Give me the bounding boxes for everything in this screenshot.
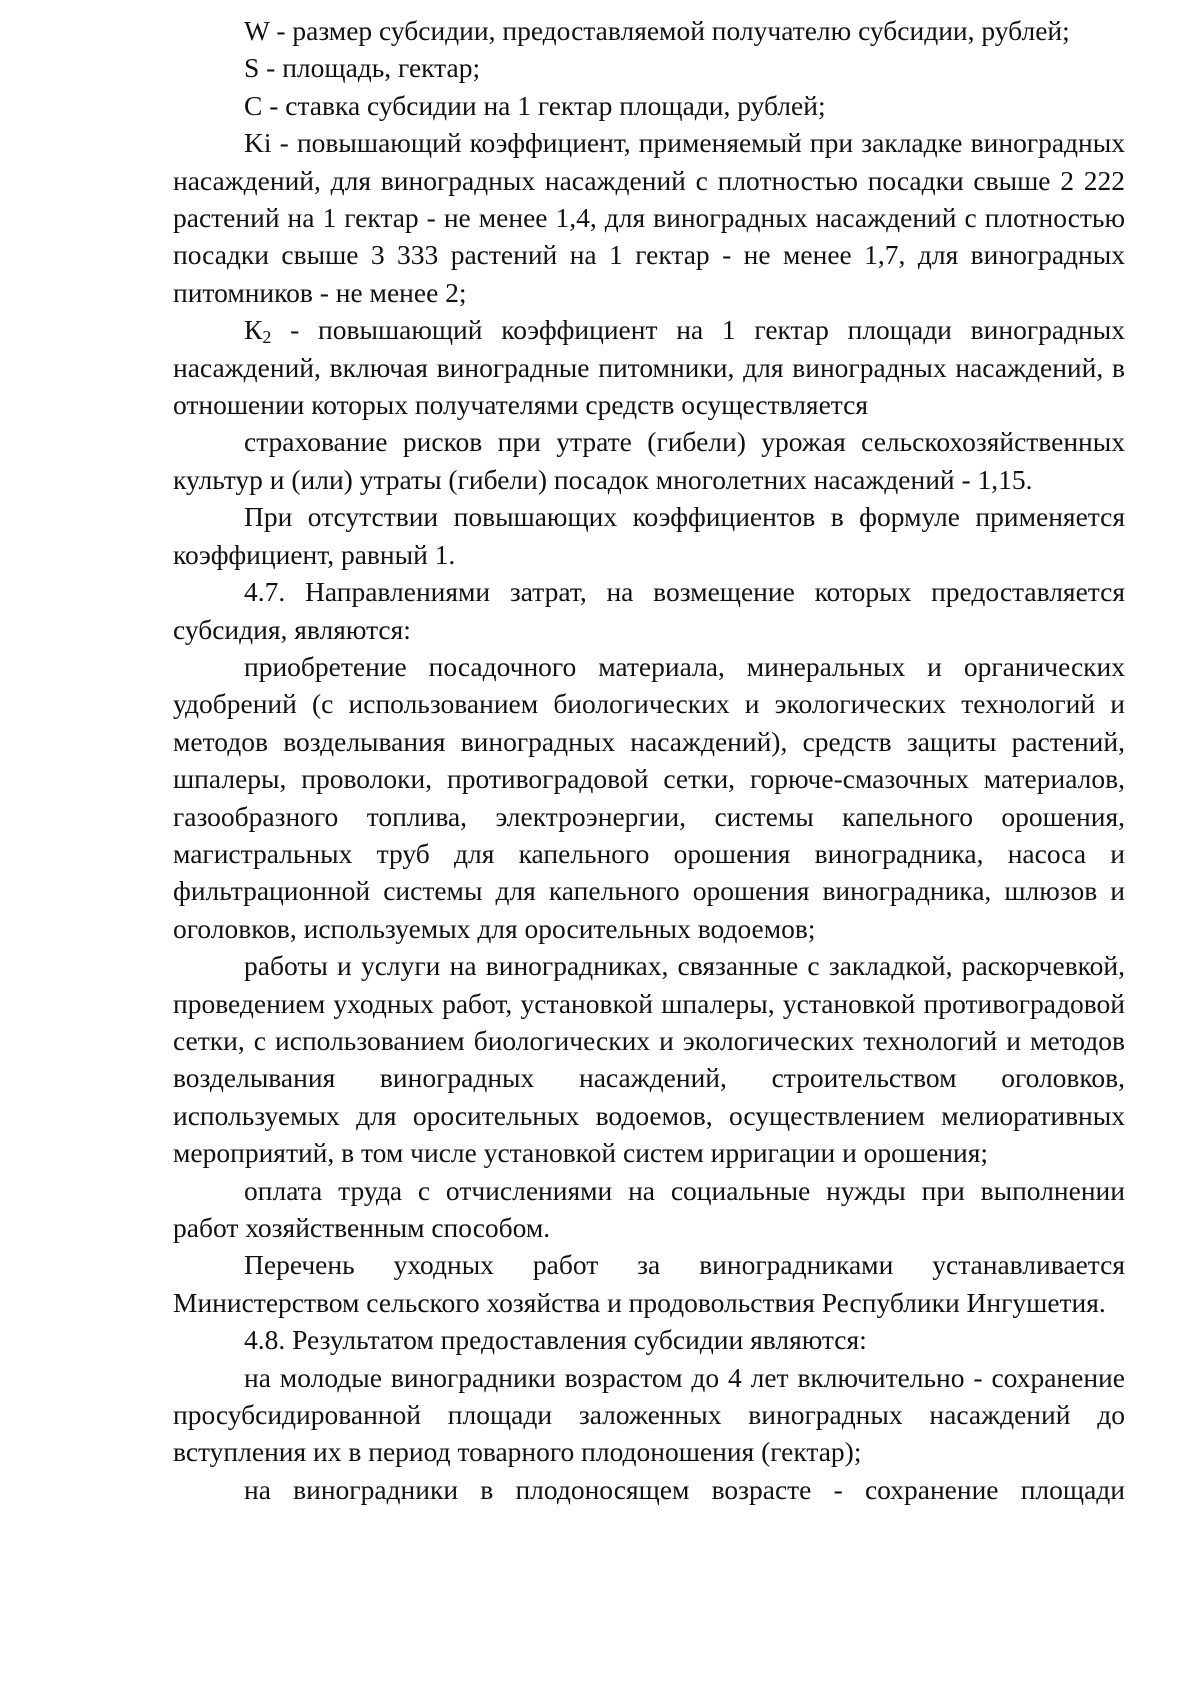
paragraph-k1-definition: Ki - повышающий коэффициент, применяемый при закладке виноградных насаждений, для виноградных насаждений с плотностью посадки свыше 2 222 растений на 1 гектар - не менее 1,4, для виноградных насаждений с плотностью посадки свыше 3 333 растений на 1 гектар - не менее 1,7, для виноградных питомников - не менее 2; bbox=[173, 127, 1125, 308]
paragraph-insurance: страхование рисков при утрате (гибели) урожая сельскохозяйственных культур и (или) утраты (гибели) посадок многолетних насаждений - 1,15. bbox=[173, 426, 1125, 495]
paragraph-purchase: приобретение посадочного материала, минеральных и органических удобрений (с использованием биологических и экологических технологий и методов возделывания виноградных насаждений), средств защиты растений, шпалеры, проволоки, противоградовой сетки, горюче-смазочных материалов, газообразного топлива, электроэнергии, системы капельного орошения, магистральных труб для капельного орошения виноградника, насоса и фильтрационной системы для капельного орошения виноградника, шлюзов и оголовков, используемых для оросительных водоемов; bbox=[173, 650, 1125, 944]
paragraph-k2-definition bbox=[173, 311, 1125, 423]
paragraph-fruiting-vineyards: на виноградники в плодоносящем возрасте - сохранение площади bbox=[244, 1473, 1125, 1505]
paragraph-works: работы и услуги на виноградниках, связанные с закладкой, раскорчевкой, проведением уходных работ, установкой шпалеры, установкой противоградовой сетки, с использованием биологических и экологических технологий и методов возделывания виноградных насаждений, строительством оголовков, используемых для оросительных водоемов, осуществлением мелиоративных мероприятий, в том числе установкой систем ирригации и орошения; bbox=[173, 950, 1125, 1169]
paragraph-labor: оплата труда с отчислениями на социальные нужды при выполнении работ хозяйственным способом. bbox=[173, 1174, 1125, 1243]
paragraph-c-definition: С - ставка субсидии на 1 гектар площади, рублей; bbox=[244, 89, 826, 121]
paragraph-no-coefficient: При отсутствии повышающих коэффициентов в формуле применяется коэффициент, равный 1. bbox=[173, 501, 1125, 570]
document-page bbox=[173, 12, 1125, 1508]
paragraph-young-vineyards: на молодые виноградники возрастом до 4 лет включительно - сохранение просубсидированной площади заложенных виноградных насаждений до вступления их в период товарного плодоношения (гектар); bbox=[173, 1361, 1125, 1468]
paragraph-4-8-heading: 4.8. Результатом предоставления субсидии являются: bbox=[244, 1324, 867, 1356]
paragraph-w-definition: W - размер субсидии, предоставляемой получателю субсидии, рублей; bbox=[244, 15, 1070, 46]
paragraph-works-list: Перечень уходных работ за виноградниками устанавливается Министерством сельского хозяйства и продовольствия Республики Ингушетия. bbox=[173, 1249, 1125, 1318]
k2-text: - повышающий коэффициент на 1 гектар площади виноградных насаждений, включая виноградные питомники, для виноградных насаждений, в отношении которых получателями средств осуществляется bbox=[173, 314, 1125, 421]
paragraph-4-7-heading: 4.7. Направлениями затрат, на возмещение которых предоставляется субсидия, являются: bbox=[173, 576, 1125, 645]
k2-symbol: К bbox=[244, 314, 263, 346]
k2-subscript: 2 bbox=[262, 327, 272, 348]
paragraph-s-definition: S - площадь, гектар; bbox=[244, 52, 481, 84]
